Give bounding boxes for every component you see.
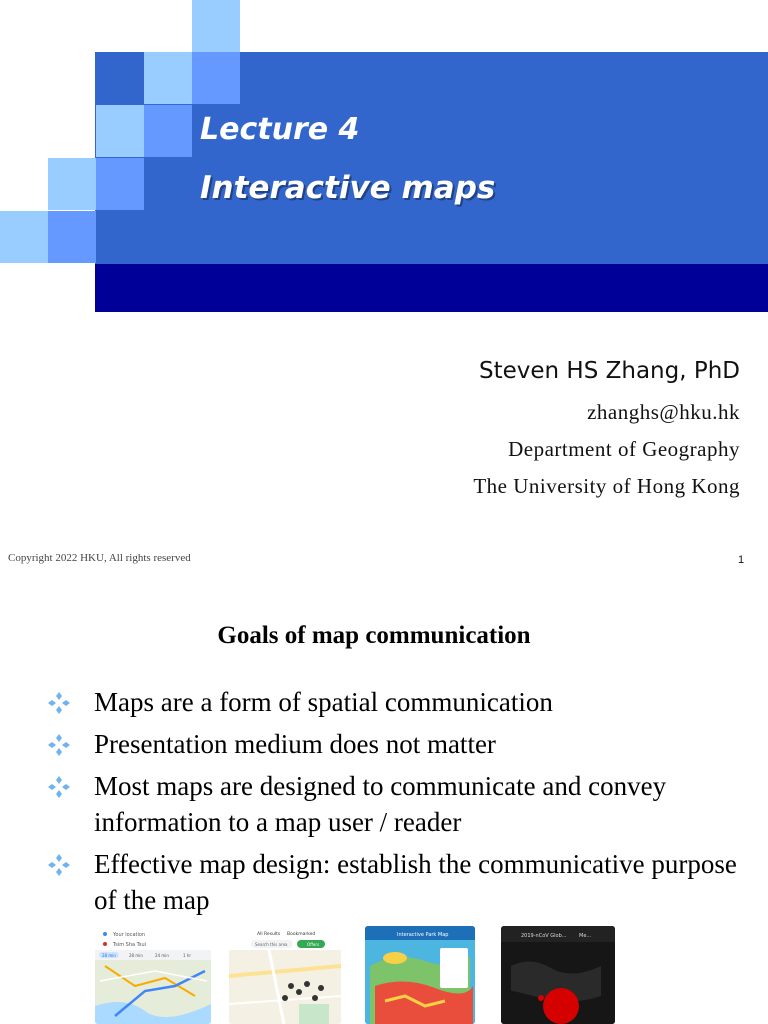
mode-time-label: 24 min bbox=[155, 953, 169, 958]
bullet-list bbox=[46, 684, 746, 924]
lecture-number: Lecture 4 bbox=[200, 112, 360, 147]
park-map-title: Interactive Park Map bbox=[397, 932, 449, 938]
author-name: Steven HS Zhang, PhD bbox=[478, 358, 740, 384]
diamond-bullet-icon bbox=[46, 774, 72, 800]
covid-dashboard-screenshot bbox=[501, 926, 615, 1024]
navigation-map-screenshot bbox=[95, 926, 211, 1024]
deco-square bbox=[96, 105, 144, 157]
slide-title: Goals of map communication bbox=[217, 622, 531, 649]
deco-square bbox=[0, 211, 48, 263]
mode-time-label: 1 hr bbox=[183, 953, 191, 958]
diamond-bullet-icon bbox=[46, 690, 72, 716]
copyright-notice: Copyright 2022 HKU, All rights reserved bbox=[8, 552, 191, 564]
lecture-title: Interactive maps bbox=[200, 170, 496, 206]
park-map-screenshot bbox=[365, 926, 475, 1024]
mode-time-label: 28 min bbox=[102, 953, 116, 958]
bullet-item bbox=[46, 684, 746, 720]
offers-label: Offers bbox=[307, 942, 320, 947]
covid-dashboard-image bbox=[501, 926, 615, 1024]
bullet-item bbox=[46, 726, 746, 762]
origin-label: Your location bbox=[113, 932, 146, 938]
diamond-bullet-icon bbox=[46, 852, 72, 878]
deco-square bbox=[48, 158, 96, 210]
page-number: 1 bbox=[738, 554, 745, 566]
tab-label: Bookmarked bbox=[287, 932, 316, 937]
department: Department of Geography bbox=[508, 437, 740, 461]
bullet-text: Effective map design: establish the communicative purpose of the map bbox=[94, 849, 737, 915]
park-map-image bbox=[365, 926, 475, 1024]
bullet-item bbox=[46, 846, 746, 918]
author-email: zhanghs@hku.hk bbox=[587, 400, 740, 424]
bullet-text: Most maps are designed to communicate and convey information to a map user / reader bbox=[94, 771, 667, 837]
dashboard-menu: Me... bbox=[579, 933, 592, 939]
deco-square bbox=[192, 52, 240, 104]
deco-square bbox=[192, 0, 240, 52]
destination-label: Tsim Sha Tsui bbox=[113, 942, 147, 948]
title-underband bbox=[95, 264, 768, 312]
tab-label: All Results bbox=[257, 932, 281, 937]
bullet-item bbox=[46, 768, 746, 840]
search-area-label: Search this area bbox=[255, 942, 288, 947]
university: The University of Hong Kong bbox=[473, 474, 740, 498]
deco-square bbox=[144, 52, 192, 104]
search-map-screenshot bbox=[229, 926, 341, 1024]
bullet-text: Presentation medium does not matter bbox=[94, 729, 496, 759]
dashboard-title: 2019-nCoV Glob... bbox=[521, 933, 567, 939]
diamond-bullet-icon bbox=[46, 732, 72, 758]
mode-time-label: 28 min bbox=[129, 953, 143, 958]
navigation-map-image bbox=[95, 926, 211, 1024]
search-map-image bbox=[229, 926, 341, 1024]
bullet-text: Maps are a form of spatial communication bbox=[94, 687, 553, 717]
deco-square bbox=[96, 158, 144, 210]
deco-square bbox=[48, 211, 96, 263]
deco-square bbox=[144, 105, 192, 157]
